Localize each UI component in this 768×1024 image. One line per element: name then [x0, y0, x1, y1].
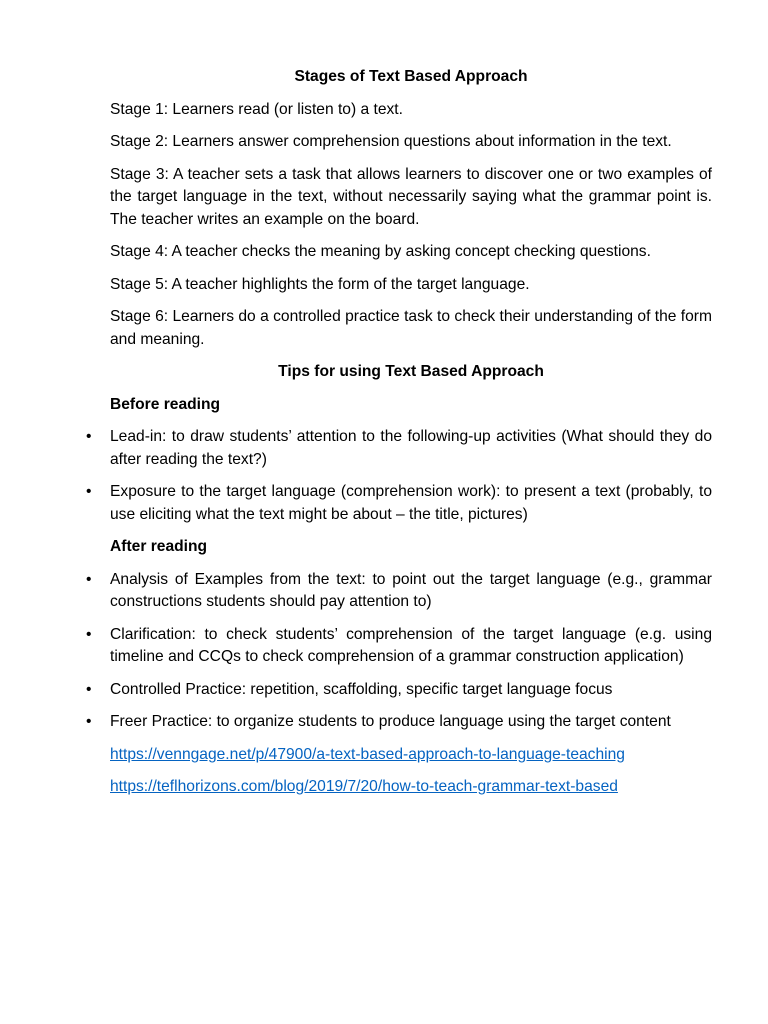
teflhorizons-link[interactable]: https://teflhorizons.com/blog/2019/7/20/how-to-teach-grammar-text-based [110, 778, 618, 795]
bullet-icon: • [86, 570, 92, 588]
list-item-text: Freer Practice: to organize students to produce language using the target content [110, 713, 671, 730]
list-item [86, 426, 712, 471]
after-reading-list [86, 569, 712, 734]
bullet-icon: • [86, 428, 92, 445]
bullet-icon: • [86, 713, 92, 730]
stage-4-paragraph: Stage 4: A teacher checks the meaning by asking concept checking questions. [110, 243, 651, 260]
document-body [86, 66, 712, 809]
stage-6-paragraph: Stage 6: Learners do a controlled practice task to check their understanding of the form and meaning. [110, 308, 712, 348]
list-item-text: Analysis of Examples from the text: to point out the target language (e.g., grammar constructions students should pay attention to) [110, 570, 712, 610]
list-item [86, 569, 712, 614]
list-item [86, 679, 712, 702]
stage-1-paragraph: Stage 1: Learners read (or listen to) a text. [110, 100, 403, 118]
venngage-link[interactable]: https://venngage.net/p/47900/a-text-based-approach-to-language-teaching [110, 745, 625, 763]
list-item-text: Exposure to the target language (comprehension work): to present a text (probably, to use eliciting what the text might be about – the title, pictures) [110, 483, 712, 523]
page-title: Stages of Text Based Approach [294, 68, 528, 85]
list-item [86, 481, 712, 526]
stage-2-paragraph: Stage 2: Learners answer comprehension questions about information in the text. [110, 133, 672, 150]
tips-title: Tips for using Text Based Approach [278, 363, 544, 380]
list-item [86, 711, 712, 734]
list-item-text: Controlled Practice: repetition, scaffolding, specific target language focus [110, 680, 613, 698]
after-reading-heading: After reading [110, 538, 208, 555]
bullet-icon: • [86, 680, 92, 698]
before-reading-heading: Before reading [110, 395, 221, 413]
stage-5-paragraph: Stage 5: A teacher highlights the form of the target language. [110, 275, 530, 293]
stage-3-paragraph: Stage 3: A teacher sets a task that allows learners to discover one or two examples of the target language in the text, without necessarily saying what the grammar point is. The teacher writes an example on the board. [110, 165, 712, 228]
before-reading-list [86, 426, 712, 526]
list-item [86, 624, 712, 669]
bullet-icon: • [86, 625, 92, 643]
list-item-text: Lead-in: to draw students’ attention to the following-up activities (What should they do after reading the text?) [110, 428, 712, 468]
list-item-text: Clarification: to check students’ comprehension of the target language (e.g. using timeline and CCQs to check comprehension of a grammar construction application) [110, 625, 712, 665]
bullet-icon: • [86, 483, 92, 500]
